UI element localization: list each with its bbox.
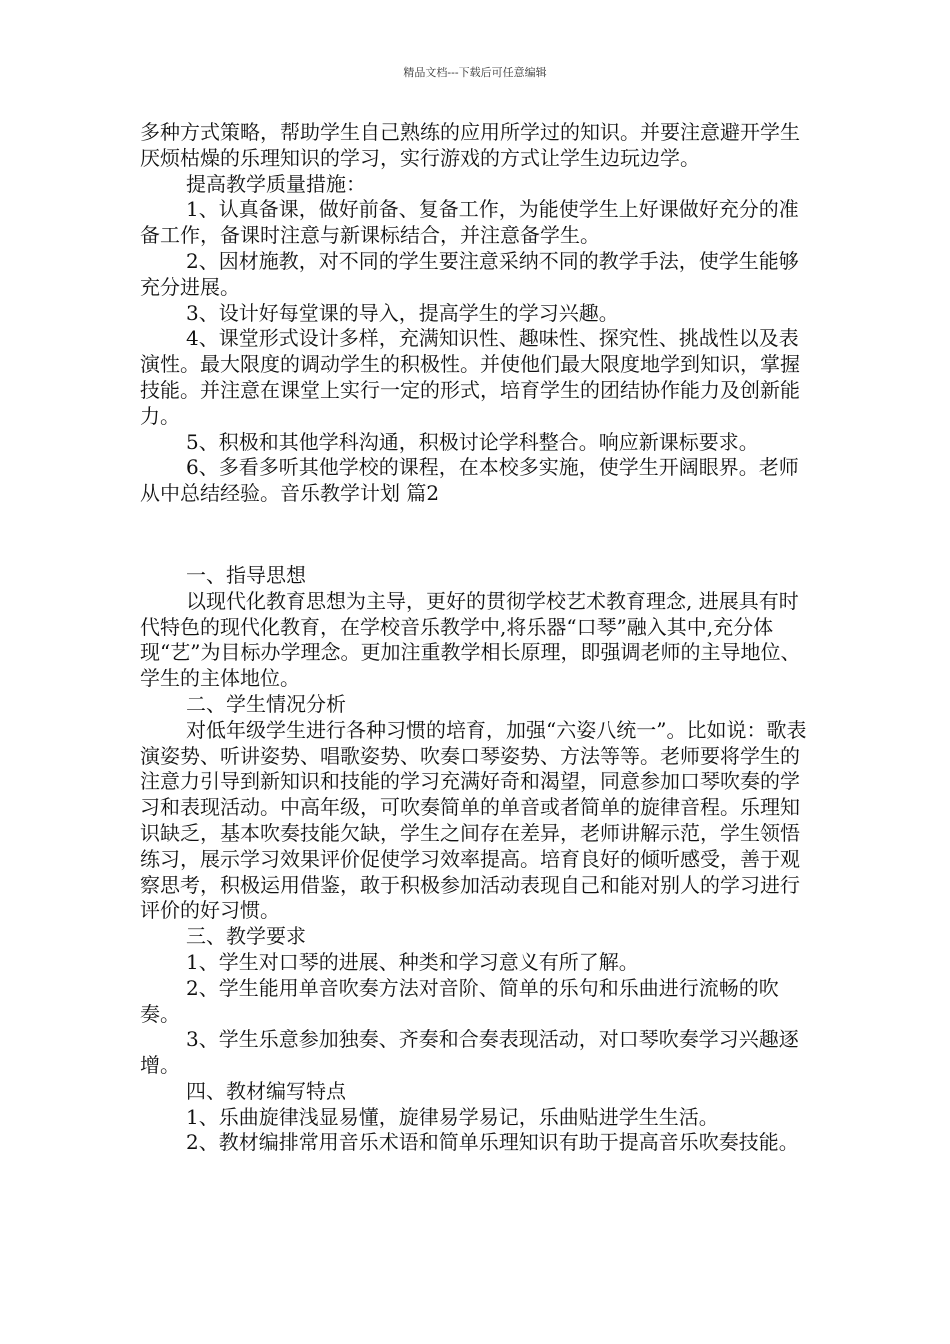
section-heading: 提高教学质量措施： <box>186 171 366 196</box>
list-item: 3、设计好每堂课的导入，提高学生的学习兴趣。 <box>186 300 619 325</box>
list-item: 2、因材施教，对不同的学生要注意采纳不同的教学手法，使学生能够充分进展。 <box>140 248 799 299</box>
section-heading: 二、学生情况分析 <box>186 691 346 716</box>
list-item: 1、乐曲旋律浅显易懂，旋律易学易记，乐曲贴进学生生活。 <box>186 1104 719 1129</box>
list-item: 2、教材编排常用音乐术语和简单乐理知识有助于提高音乐吹奏技能。 <box>186 1130 799 1155</box>
list-item: 5、积极和其他学科沟通，积极讨论学科整合。响应新课标要求。 <box>186 429 759 454</box>
list-item: 1、学生对口琴的进展、种类和学习意义有所了解。 <box>186 949 639 974</box>
section-heading: 四、教材编写特点 <box>186 1078 346 1103</box>
list-item: 3、学生乐意参加独奏、齐奏和合奏表现活动，对口琴吹奏学习兴趣逐增。 <box>140 1027 799 1078</box>
paragraph: 以现代化教育思想为主导，更好的贯彻学校艺术教育理念, 进展具有时代特色的现代化教育，在学校音乐教学中,将乐器“口琴”融入其中,充分体现“艺”为目标办学理念。更加注重教学相长原理，即强调老师的主导地位、学生的主体地位。 <box>140 588 801 691</box>
page-header: 精品文档---下载后可任意编辑 <box>403 66 547 79</box>
paragraph: 对低年级学生进行各种习惯的培育，加强“六姿八统一”。比如说：歌表演姿势、听讲姿势、唱歌姿势、吹奏口琴姿势、方法等等。老师要将学生的注意力引导到新知识和技能的学习充满好奇和渴望，同意参加口琴吹奏的学习和表现活动。中高年级，可吹奏简单的单音或者简单的旋律音程。乐理知识缺乏，基本吹奏技能欠缺，学生之间存在差异，老师讲解示范，学生领悟练习，展示学习效果评价促使学习效率提高。培育良好的倾听感受，善于观察思考，积极运用借鉴，敢于积极参加活动表现自己和能对别人的学习进行评价的好习惯。 <box>140 717 807 923</box>
list-item: 1、认真备课，做好前备、复备工作，为能使学生上好课做好充分的准备工作，备课时注意与新课标结合，并注意备学生。 <box>140 197 799 248</box>
paragraph: 多种方式策略，帮助学生自己熟练的应用所学过的知识。并要注意避开学生厌烦枯燥的乐理知识的学习，实行游戏的方式让学生边玩边学。 <box>140 120 800 170</box>
section-heading: 一、指导思想 <box>186 562 306 587</box>
list-item: 4、课堂形式设计多样，充满知识性、趣味性、探究性、挑战性以及表演性。最大限度的调动学生的积极性。并使他们最大限度地学到知识，掌握技能。并注意在课堂上实行一定的形式，培育学生的团结协作能力及创新能力。 <box>140 326 800 428</box>
list-item: 2、学生能用单音吹奏方法对音阶、简单的乐句和乐曲进行流畅的吹奏。 <box>140 975 779 1026</box>
document-body <box>140 120 815 1156</box>
section-heading: 三、教学要求 <box>186 924 306 949</box>
section-spacer <box>140 507 815 563</box>
list-item: 6、多看多听其他学校的课程，在本校多实施，使学生开阔眼界。老师从中总结经验。音乐教学计划 篇2 <box>140 455 799 506</box>
